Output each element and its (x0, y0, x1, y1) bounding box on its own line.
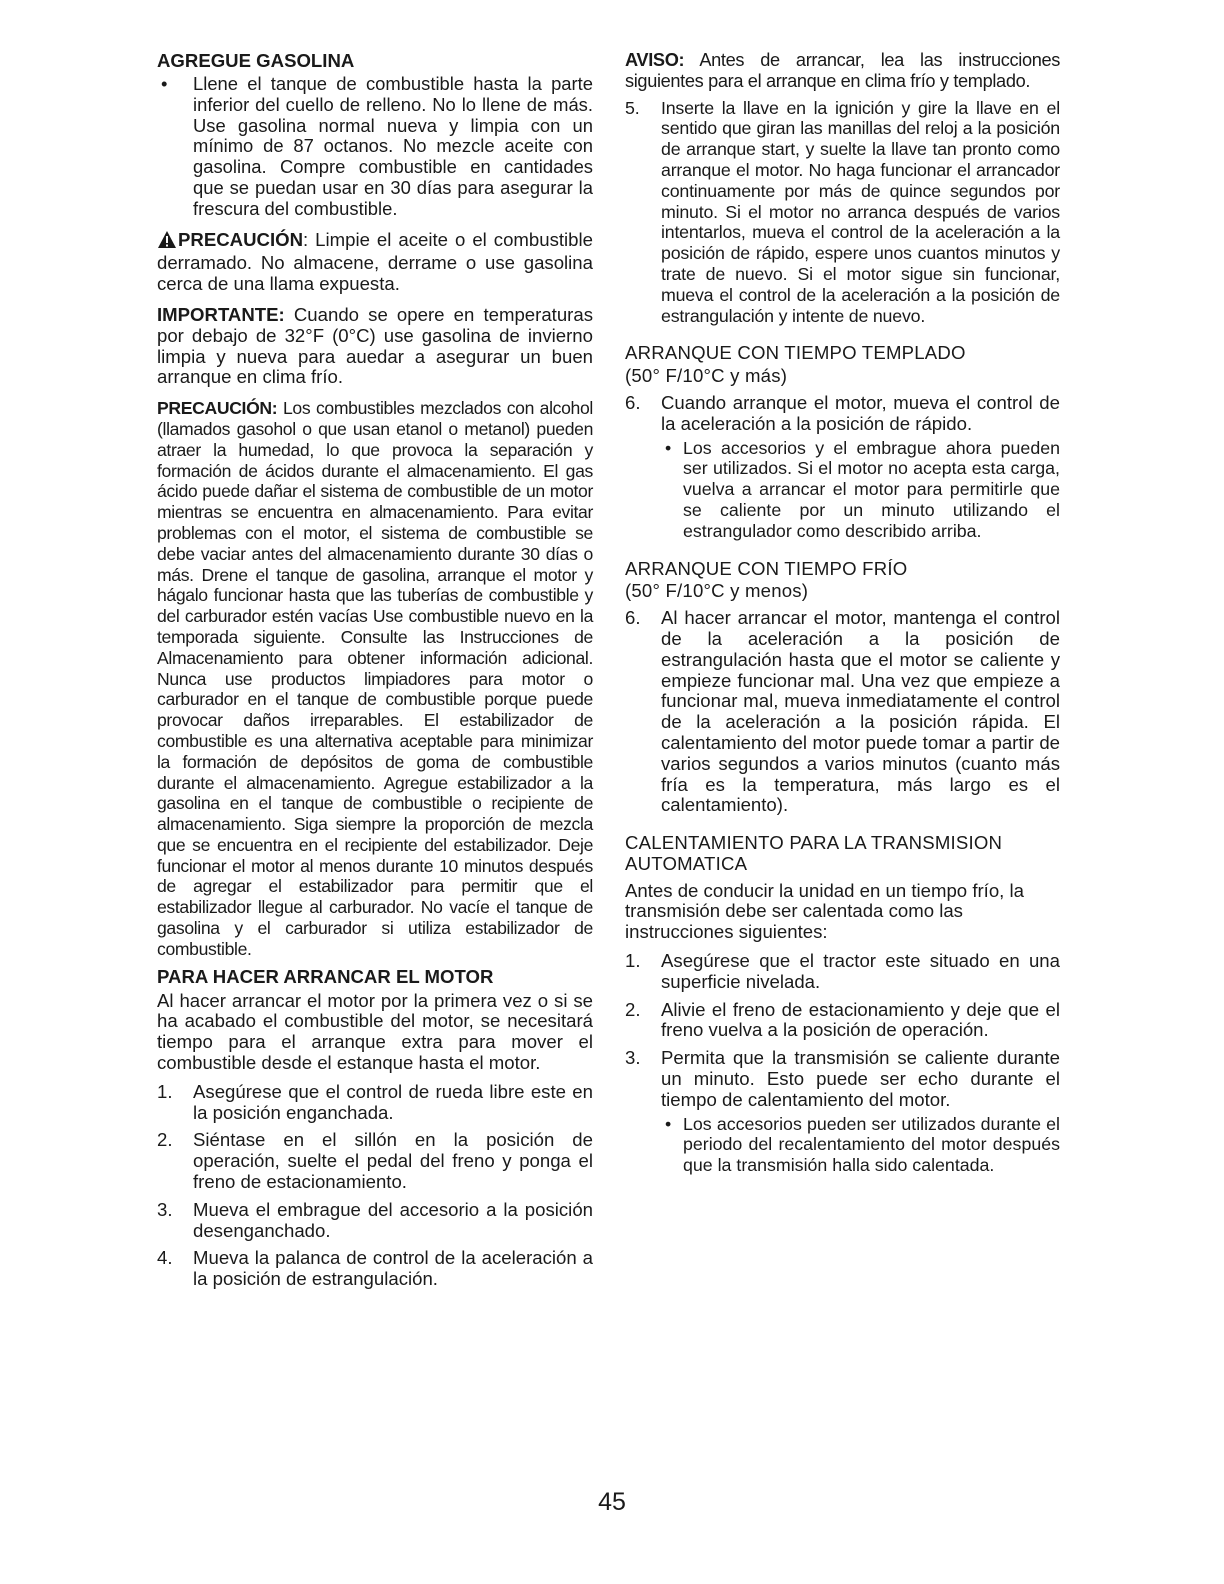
gas-bullet (157, 74, 593, 220)
caution-fuel-spill (157, 230, 593, 295)
aviso-note (625, 50, 1060, 92)
list-item: 6. Cuando arranque el motor, mueva el control de la aceleración a la posición de rápido. • Los accesorios y el embrague ahora pueden ser utilizados. Si el motor no acepta esta carga, vuelva a arrancar el motor para permitirle que se caliente por un minuto utilizando el estrangulador como describido arriba. (625, 391, 1060, 541)
list-item: 4. Mueva la palanca de control de la aceleración a la posición de estrangulación. (157, 1247, 593, 1290)
list-item: 3. Mueva el embrague del accesorio a la posición desenganchado. (157, 1198, 593, 1241)
gas-bullet-text: Llene el tanque de combustible hasta la parte inferior del cuello de relleno. No lo llene de más. Use gasolina normal nueva y limpia con un mínimo de 87 octanos. No mezcle aceite con gasolina. Compre combustible en cantidades que se puedan usar en 30 días para asegurar la frescura del combustible. (193, 73, 593, 219)
start-steps (157, 1082, 593, 1290)
list-item: 5. Inserte la llave en la ignición y gire la llave en el sentido que giran las manillas del reloj a la posición de arranque start, y suelte la llave tan pronto como arranque el motor. No haga funcionar el arrancador continuamente por más de quince segundos por minuto. Si el motor no arranca después de varios intentarlos, mueva el control de la aceleración a la posición de rápido, espere unos cuantos minutos y trate de nuevo. Si el motor sigue sin funcionar, mueva el control de la aceleración a la posición de estrangulación y intente de nuevo. (625, 97, 1060, 326)
important-text: Cuando se opere en temperaturas por debajo de 32°F (0°C) use gasolina de invierno limpia y nueva para auedar a asegurar un buen arranque en clima frío. (157, 303, 593, 388)
caution-label-2: PRECAUCIÓN: (157, 398, 278, 419)
cold-start-heading: ARRANQUE CON TIEMPO FRÍO (625, 557, 908, 579)
list-item: 1. Asegúrese que el tractor este situado en una superficie nivelada. (625, 950, 1060, 992)
aviso-text: Antes de arrancar, lea las instrucciones siguientes para el arranque en clima frío y templado. (625, 50, 1060, 91)
warm-steps (625, 393, 1060, 542)
cold-start-range: (50° F/10°C y menos) (625, 580, 809, 602)
warm-start-range: (50° F/10°C y más) (625, 365, 788, 387)
caution-alcohol-fuel (157, 398, 593, 960)
list-item: 2. Siéntase en el sillón en la posición de operación, suelte el pedal del freno y ponga el freno de estacionamiento. (157, 1129, 593, 1193)
step-5-list (625, 98, 1060, 327)
start-engine-heading: PARA HACER ARRANCAR EL MOTOR (157, 965, 494, 987)
transmission-bullets (661, 1114, 1060, 1176)
warm-bullets (661, 438, 1060, 542)
caution-label: PRECAUCIÓN (178, 228, 303, 250)
transmission-intro: Antes de conducir la unidad en un tiempo frío, la transmisión debe ser calentada como las instrucciones siguientes: (625, 879, 1024, 943)
list-item: 3. Permita que la transmisión se caliente durante un minuto. Esto puede ser echo durante el tiempo de calentamiento del motor. • Los accesorios pueden ser utilizados durante el periodo del recalentamiento del motor después que la transmisión halla sido calentada. (625, 1047, 1060, 1176)
list-item: 2. Alivie el freno de estacionamiento y deje que el freno vuelva a la posición de operación. (625, 998, 1060, 1041)
list-item: 6. Al hacer arrancar el motor, mantenga el control de la aceleración a la posición de estrangulación hasta que el motor se caliente y empieze funcionar mal. Una vez que empieze a funcionar mal, mueva inmediatamente el control de la aceleración a la posición rápida. El calentamiento del motor puede tomar a partir de varios segundos a varios minutos (cuanto más fría es la temperatura, más largo es el calentamiento). (625, 607, 1060, 816)
cold-steps (625, 608, 1060, 816)
caution-text: : Limpie el aceite o el combustible derramado. No almacene, derrame o use gasolina cerca de una llama expuesta. (157, 228, 593, 295)
start-intro: Al hacer arrancar el motor por la primera vez o si se ha acabado el combustible del motor, se necesitará tiempo para el arranque extra para mover el combustible desde el estanque hasta el motor. (157, 989, 593, 1074)
left-column (157, 50, 593, 1297)
important-label: IMPORTANTE: (157, 303, 285, 325)
caution-text-2: Los combustibles mezclados con alcohol (llamados gasohol o que usan etanol o metanol) pueden atraer la humedad, lo que provoca la separación y formación de ácidos durante el almacenamiento. El gas ácido puede dañar el sistema de combustible de un motor mientras se encuentra en almacenamiento. Para evitar problemas con el motor, el sistema de combustible se debe vaciar antes del almacenamiento durante 30 días o más. Drene el tanque de gasolina, arranque el motor y hágalo funcionar hasta que las tuberías de combustible y del carburador estén vacías Use combustible nuevo en la temporada siguiente. Consulte las Instrucciones de Almacenamiento para obtener información adicional. Nunca use productos limpiadores para motor o carburador en el tanque de combustible porque puede provocar daños irreparables. El estabilizador de combustible es una alternativa aceptable para minimizar la formación de depósitos de goma de combustible durante el almacenamiento. Agregue estabilizador a la gasolina en el tanque de combustible o recipiente de almacenamiento. Siga siempre la proporción de mezcla que se encuentra en el recipiente del estabilizador. Deje funcionar el motor al menos durante 10 minutos después de agregar el estabilizador para permitir que el estabilizador llegue al carburador. No vacíe el tanque de gasolina y el carburador si utiliza estabilizador de combustible. (157, 398, 593, 959)
gas-bullet-list (157, 74, 593, 220)
list-item: 1. Asegúrese que el control de rueda libre este en la posición enganchada. (157, 1080, 593, 1123)
right-column (625, 50, 1060, 1183)
important-note (157, 305, 593, 388)
aviso-label: AVISO: (625, 50, 685, 70)
warning-triangle-icon (157, 230, 177, 254)
transmission-steps (625, 951, 1060, 1176)
transmission-heading: CALENTAMIENTO PARA LA TRANSMISION AUTOMATICA (625, 832, 1003, 874)
bullet-glyph: • (161, 73, 168, 94)
list-item: • Los accesorios pueden ser utilizados durante el periodo del recalentamiento del motor después que la transmisión halla sido calentada. (665, 1113, 1060, 1176)
list-item: • Los accesorios y el embrague ahora pueden ser utilizados. Si el motor no acepta esta carga, vuelva a arrancar el motor para permitirle que se caliente por un minuto utilizando el estrangulador como describido arriba. (665, 437, 1060, 541)
gas-heading: AGREGUE GASOLINA (157, 50, 355, 71)
warm-start-heading: ARRANQUE CON TIEMPO TEMPLADO (625, 342, 966, 364)
page-number: 45 (598, 1488, 626, 1516)
